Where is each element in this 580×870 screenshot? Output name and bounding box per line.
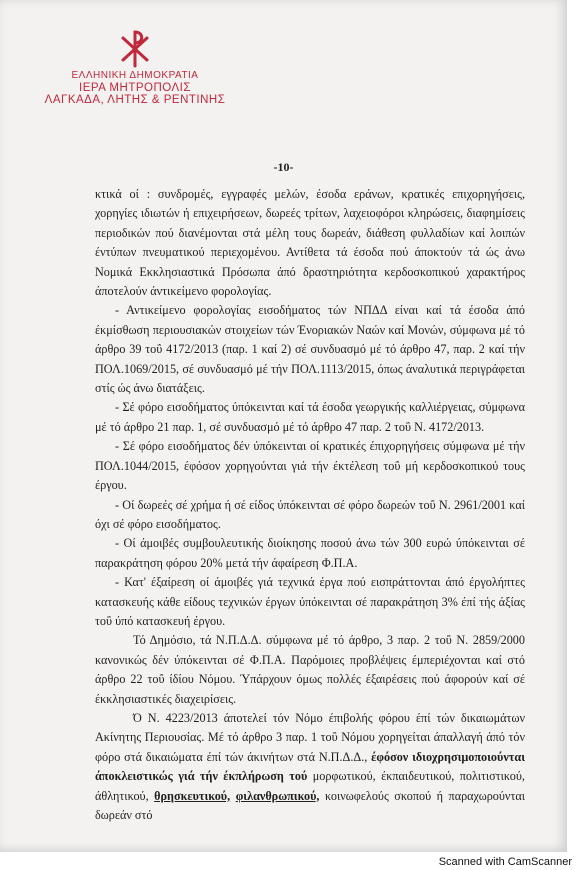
- paragraph: - Σέ φόρο εισοδήματος δέν ύπόκεινται οί κρατικές έπιχορηγήσεις σύμφωνα μέ τήν ΠΟΛ.1044/2015, έφόσον χορηγούνται γιά τήν έκτέλεση τοΰ μή κερδοσκοπικού τους έργου.: [95, 439, 525, 493]
- letterhead-line-2: ΙΕΡΑ ΜΗΤΡΟΠΟΛΙΣ: [79, 81, 191, 94]
- scanner-watermark: Scanned with CamScanner: [438, 856, 572, 868]
- text-run: Ό Ν. 4223/2013 άποτελεί τόν Νόμο έπιβολής φόρου έπί τών δικαιωμάτων Ακίνητης Περιουσίας. Μέ τό άρθρο 3 παρ. 1 τοΰ Νόμου χορηγείται άπαλλαγή άπό τόν φόρο στά δικαιώματα έπί τών άκινήτων στά Ν.Π.Δ.Δ.,: [95, 710, 525, 764]
- underlined-bold-text: φιλανθρωπικού,: [235, 788, 320, 803]
- paragraph: - Σέ φόρο εισοδήματος ύπόκεινται καί τά έσοδα γεωργικής καλλιέργειας, σύμφωνα μέ τό άρθρο 21 παρ. 1, σέ συνδυασμό μέ τό άρθρο 47 παρ. 2 τοΰ Ν. 4172/2013.: [95, 400, 525, 434]
- underlined-bold-text: θρησκευτικού,: [154, 788, 231, 803]
- paragraph: - Οί άμοιβές συμβουλευτικής διοίκησης ποσού άνω τών 300 ευρώ ύπόκεινται σέ παρακράτηση φόρου 20% μετά τήν άφαίρεση Φ.Π.Α.: [95, 536, 525, 570]
- letterhead-line-3: ΛΑΓΚΑΔΑ, ΛΗΤΗΣ & ΡΕΝΤΙΝΗΣ: [44, 93, 226, 106]
- letterhead: [40, 28, 230, 106]
- paragraph: Τό Δημόσιο, τά Ν.Π.Δ.Δ. σύμφωνα μέ τό άρθρο, 3 παρ. 2 τοΰ Ν. 2859/2000 κανονικώς δέν ύπόκεινται σέ Φ.Π.Α. Παρόμοιες προβλέψεις έμπεριέχονται καί στό άρθρο 22 τοΰ ίδίου Νόμου. Ύπάρχουν όμως πολλές έξαιρέσεις πού άφορούν καί σέ έκκλησιαστικές διαχειρίσεις.: [95, 633, 525, 706]
- text-run: μορφωτικού, έκπαιδευτικού, πολιτιστικού, άθλητικού,: [95, 769, 525, 803]
- chi-rho-icon: [118, 28, 152, 68]
- paragraph: - Κατ' έξαίρεση οί άμοιβές γιά τεχνικά έργα πού εισπράττονται άπό έργολήπτες κατασκευής κάθε είδους τεχνικών έργων ύπόκεινται σέ παρακράτηση 3% έπί τής άξίας τοΰ ύπό κατασκευή έργου.: [95, 575, 525, 628]
- bold-text: έφόσον ιδιοχρησιμοποιούνται άποκλειστικώς γιά τήν έκπλήρωση τού: [95, 749, 525, 784]
- letterhead-line-1: ΕΛΛΗΝΙΚΗ ΔΗΜΟΚΡΑΤΙΑ: [71, 70, 199, 81]
- paragraph: κτικά οί : συνδρομές, εγγραφές μελών, έσοδα εράνων, κρατικές επιχορηγήσεις, χορηγίες ιδιωτών ή επιχειρήσεων, δωρεές τρίτων, λαχειοφόροι κληρώσεις, διαφημίσεις περιοδικών πού διανέμονται στά μέλη τους δωρεάν, διάθεση φυλλαδίων καί λοιπών έντύπων πνευματικού περιεχομένου. Αντίθετα τά έσοδα πού άποκτούν τά ώς άνω Νομικά Εκκλησιαστικά Πρόσωπα άπό δραστηριότητα κερδοσκοπικού χαρακτήρος άποτελούν άντικείμενο φορολογίας.: [95, 187, 525, 299]
- paragraph: - Αντικείμενο φορολογίας εισοδήματος τών ΝΠΔΔ είναι καί τά έσοδα άπό έκμίσθωση περιουσιακών στοιχείων τών Ένοριακών Ναών καί Μονών, σύμφωνα μέ τό άρθρο 39 τοΰ 4172/2013 (παρ. 1 καί 2) σέ συνδυασμό μέ τό άρθρο 47, παρ. 2 καί τήν ΠΟΛ.1069/2015, σέ συνδυασμό μέ τήν ΠΟΛ.1113/2015, όπως άναλυτικά περιγράφεται στίς ώς άνω διατάξεις.: [95, 303, 525, 396]
- document-body: [95, 185, 525, 825]
- text-run: κοινωφελούς σκοπού ή παραχωρούνται δωρεάν στό: [95, 788, 526, 822]
- page-number: -10-: [273, 160, 294, 174]
- paragraph: - Οί δωρεές σέ χρήμα ή σέ είδος ύπόκεινται σέ φόρο δωρεών τοΰ Ν. 2961/2001 καί όχι σέ φόρο εισοδήματος.: [95, 497, 525, 531]
- paragraph-last: [95, 709, 525, 825]
